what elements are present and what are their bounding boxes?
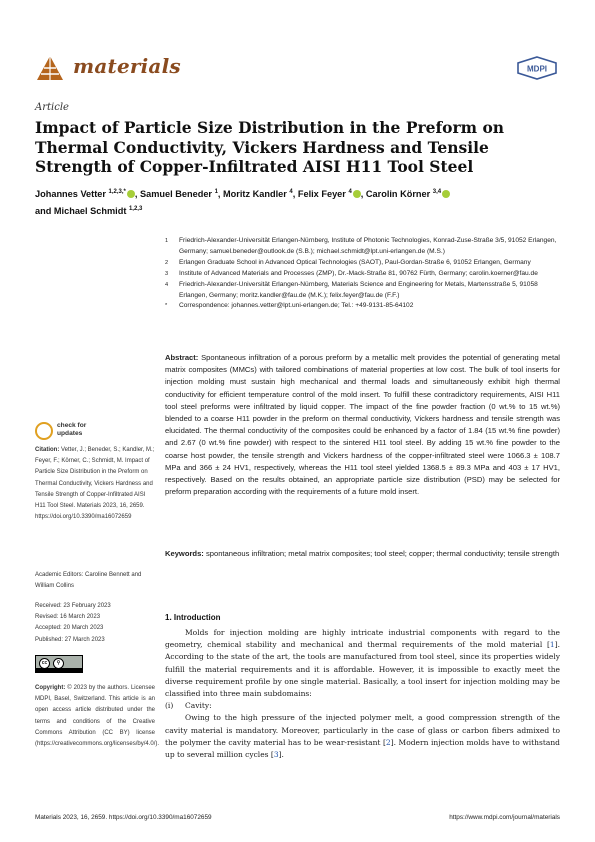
mdpi-text: MDPI: [527, 64, 547, 74]
author-affil: 1,2,3: [128, 206, 143, 213]
list-item: (i) Cavity:: [165, 701, 212, 711]
citation-label: Citation:: [35, 447, 60, 453]
keywords-label: Keywords:: [165, 549, 204, 558]
affiliation-item: 3 Institute of Advanced Materials and Processes (ZMP), Dr.-Mack-Straße 81, 90762 Fürth, Germany; carolin.koerner@fau.de: [165, 269, 538, 277]
date-revised: Revised: 16 March 2023: [35, 614, 101, 621]
author-name: Carolin Körner: [365, 189, 431, 200]
author-affil: 3,4: [432, 189, 442, 195]
affiliation-item: 1 Friedrich-Alexander-Universität Erlangen-Nürnberg, Institute of Photonic Technologies, Konrad-Zuse-Straße 3/5, 91052 Erlangen, Germany; samuel.beneder@outlook.de (S.B.); michael.schmidt@lpt.uni-erlangen.de (M.S.): [165, 237, 557, 255]
abstract: [165, 352, 560, 498]
reference-link[interactable]: 3: [273, 750, 279, 760]
check-updates-label: check for updates: [57, 422, 87, 437]
affiliation-item: 4 Friedrich-Alexander-Universität Erlangen-Nürnberg, Materials Science and Engineering for Metals, Martensstraße 5, 91058 Erlangen, Germany; moritz.kandler@fau.de (M.K.); felix.feyer@fau.de (F.F.): [165, 280, 538, 299]
mdpi-logo-icon: [516, 56, 558, 80]
check-updates-icon: [35, 422, 53, 440]
affiliations: [165, 236, 560, 312]
dates-block: [35, 601, 155, 646]
journal-logo: [35, 48, 181, 90]
footer-citation: Materials 2023, 16, 2659. https://doi.org/10.3390/ma16072659: [35, 814, 212, 821]
paragraph: Owing to the high pressure of the injected polymer melt, a good compression strength of the cavity material is mandatory. Moreover, particularly in the case of glass or carbon fibers admixed to the polymer the cavity material has to be wear-resistant [2]. Modern injection molds have to withstand up to several million cycles [3].: [165, 713, 560, 760]
by-person-icon: ⚲: [53, 658, 64, 669]
license-block: [35, 683, 160, 750]
license-text: © 2023 by the authors. Licensee MDPI, Basel, Switzerland. This article is an open access article distributed under the terms and conditions of the Creative Commons Attribution (CC BY) license (https://creativecommons.org/licenses/by/4.0/).: [35, 685, 160, 748]
footer-journal-link[interactable]: https://www.mdpi.com/journal/materials: [449, 814, 560, 821]
academic-editors: Academic Editors: Caroline Bennett and William Collins: [35, 572, 142, 590]
keywords: [165, 548, 560, 560]
orcid-icon[interactable]: [353, 190, 361, 198]
author-name: Michael Schmidt: [53, 206, 127, 217]
cc-by-badge-icon[interactable]: [35, 655, 83, 673]
orcid-icon[interactable]: [442, 190, 450, 198]
keywords-text: spontaneous infiltration; metal matrix composites; tool steel; copper; thermal conductivity; tensile strength: [205, 549, 560, 558]
paper-title: Impact of Particle Size Distribution in the Preform on Thermal Conductivity, Vickers Hardness and Tensile Strength of Copper-Infiltrated AISI H11 Tool Steel: [35, 118, 505, 176]
author-name: Samuel Beneder: [140, 189, 213, 200]
check-for-updates-button[interactable]: [35, 420, 125, 442]
author-affil: 4: [348, 189, 352, 195]
citation-text: Vetter, J.; Beneder, S.; Kandler, M.; Feyer, F.; Körner, C.; Schmidt, M. Impact of Particle Size Distribution in the Preform on Thermal Conductivity, Vickers Hardness and Tensile Strength of Copper-Infiltrated AISI H11 Tool Steel. Materials 2023, 16, 2659. https://doi.org/10.3390/ma16072659: [35, 447, 155, 521]
abstract-label: Abstract:: [165, 353, 199, 362]
date-accepted: Accepted: 20 March 2023: [35, 625, 104, 632]
license-label: Copyright:: [35, 685, 66, 691]
abstract-text: Spontaneous infiltration of a porous preform by a metallic melt provides the potential of generating metal matrix composites (MMCs) with tailored combinations of material properties at low cost. The bulk of tool inserts for injection molding must sustain high mechanical and thermal loads and simultaneously exhibit high thermal conductivity for efficient temperature control of the mold insert. To fulfill these contradictory requirements, AISI H11 tool steel preforms were infiltrated by liquid copper. The impact of the fine powder fraction (0 wt.% to 15 wt.%) blended to a coarse H11 powder in the preform on thermal conductivity, Vickers hardness and tensile strength was elucidated. The thermal conductivity of the composites could be enhanced by a factor of 1.84 (15 wt.% fine powder) and 2.67 (0 wt.% fine powder) with respect to the sintered H11 tool steel. By adding 15 wt.% fine powder to the coarse host powder, the tensile strength and Vickers hardness of the copper-infiltrated steel were 1066.3 ± 108.7 MPa and 366 ± 24 HV1, respectively, whereas the H11 tool steel yielded 1368.5 ± 89.3 MPa and 403 ± 17 HV1, respectively. Based on the results obtained, an appropriate particle size distribution (PSD) may be selected for preform preparation according with the requirements of a future mold insert.: [165, 353, 560, 497]
author-affil: 1,2,3,*: [108, 189, 126, 195]
date-published: Published: 27 March 2023: [35, 636, 105, 643]
affiliation-item: 2 Erlangen Graduate School in Advanced Optical Technologies (SAOT), Paul-Gordan-Straße 6, 91052 Erlangen, Germany: [165, 258, 531, 266]
author-name: Felix Feyer: [297, 189, 346, 200]
materials-logo-icon: [35, 52, 65, 82]
author-name: Johannes Vetter: [35, 189, 106, 200]
author-list: Johannes Vetter $^{1,2,3,*}$ , Samuel Beneder $^1$, Moritz Kandler $^4$, Felix Feyer $^4$ , Carolin Körner $^{3,4}$ and Michael Schmidt $^{1,2,3}$: [35, 185, 560, 219]
reference-link[interactable]: 2: [385, 737, 391, 747]
author-affil: 1: [214, 189, 218, 195]
correspondence: * Correspondence: johannes.vetter@lpt.uni-erlangen.de; Tel.: +49-9131-85-64102: [165, 302, 414, 310]
orcid-icon[interactable]: [127, 190, 135, 198]
date-received: Received: 23 February 2023: [35, 603, 111, 609]
introduction-body: [165, 627, 560, 761]
reference-link[interactable]: 1: [549, 640, 555, 650]
cc-icon: cc: [39, 658, 50, 669]
paragraph: Molds for injection molding are highly intricate industrial components with regard to the geometry, chemical stability and mechanical and thermal requirements of the mold material [1]. According to the state of the art, the tools are manufactured from tool steel, since its properties widely fulfill the material requirements and it is affordable. However, it is impossible to exactly meet the diverse requirement profile by one single material. Basically, a tool insert for injection molding may be classified into three main subdomains:: [165, 628, 560, 699]
author-affil: 4: [289, 189, 293, 195]
article-type: Article: [35, 102, 69, 113]
author-name: Moritz Kandler: [223, 189, 287, 200]
journal-name: materials: [73, 54, 181, 78]
citation-block: [35, 445, 155, 523]
section-heading: 1. Introduction: [165, 613, 221, 622]
